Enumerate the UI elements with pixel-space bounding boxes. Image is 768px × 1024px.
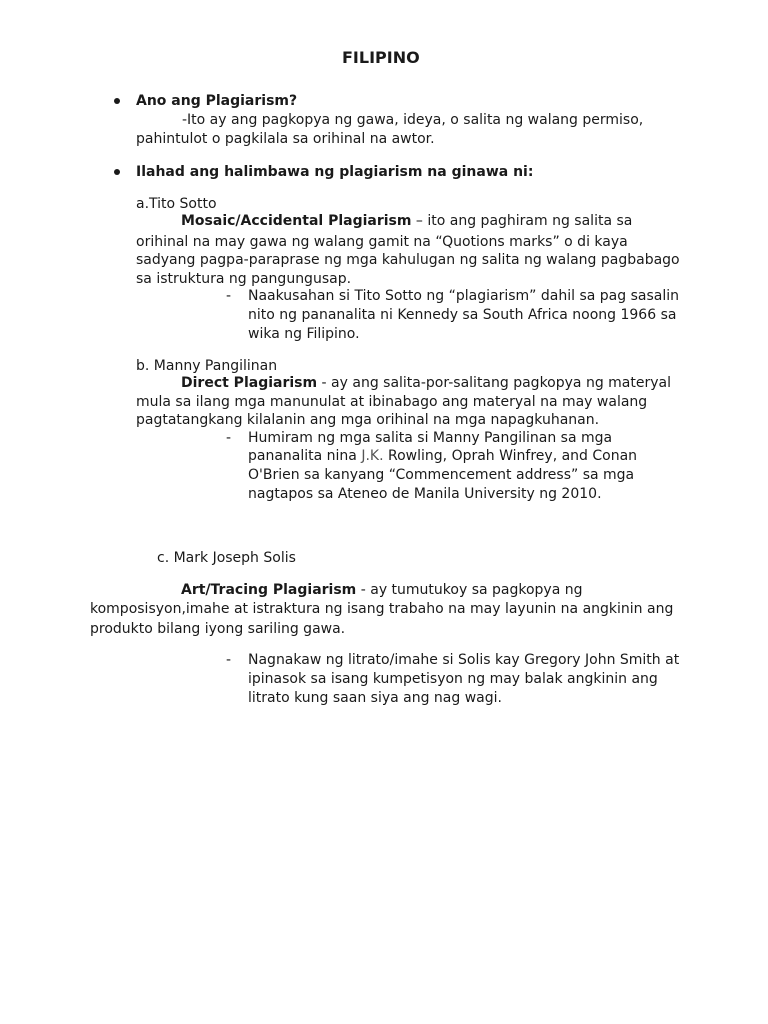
answer-text: -Ito ay ang pagkopya ng gawa, ideya, o salita ng walang permiso, — [182, 112, 644, 128]
example-text: nito ng pananalita ni Kennedy sa South Africa noong 1966 sa — [248, 307, 677, 323]
dash-marker: - — [226, 430, 232, 446]
example-text: Humiram ng mga salita si Manny Pangilinan sa mga — [248, 430, 613, 446]
example-label: b. Manny Pangilinan — [136, 358, 278, 374]
definition-text: - ay tumutukoy sa pagkopya ng — [356, 582, 583, 598]
example-text: litrato kung saan siya ang nag wagi. — [248, 690, 502, 706]
plagiarism-term: Art/Tracing Plagiarism — [181, 582, 357, 598]
example-text: wika ng Filipino. — [248, 326, 360, 342]
definition-line — [181, 374, 671, 393]
definition-text: produkto bilang iyong sariling gawa. — [90, 621, 346, 637]
example-text-part: Rowling, Oprah Winfrey, and Conan — [383, 448, 638, 464]
question-heading: Ano ang Plagiarism? — [136, 93, 298, 109]
example-text-part: pananalita nina — [248, 448, 362, 464]
example-text: ipinasok sa isang kumpetisyon ng may balak angkinin ang — [248, 671, 658, 687]
definition-text: komposisyon,imahe at istraktura ng isang trabaho na may layunin na angkinin ang — [90, 601, 674, 617]
definition-text: mula sa ilang mga manunulat at ibinabago ang materyal na may walang — [136, 394, 648, 410]
definition-text: sa istruktura ng pangungusap. — [136, 271, 352, 287]
bullet-icon — [114, 98, 120, 104]
example-text: nagtapos sa Ateneo de Manila University ng 2010. — [248, 486, 602, 502]
definition-line — [181, 212, 632, 231]
page-title: FILIPINO — [342, 48, 420, 67]
definition-text: sadyang pagpa-paraprase ng mga kahulugan ng salita ng walang pagbabago — [136, 252, 680, 268]
example-text: O'Brien sa kanyang “Commencement address” sa mga — [248, 467, 635, 483]
plagiarism-term: Mosaic/Accidental Plagiarism — [181, 213, 412, 229]
question-heading: Ilahad ang halimbawa ng plagiarism na ginawa ni: — [136, 164, 534, 180]
definition-text: orihinal na may gawa ng walang gamit na “Quotions marks” o di kaya — [136, 234, 628, 250]
answer-text: pahintulot o pagkilala sa orihinal na awtor. — [136, 131, 435, 147]
example-label: a.Tito Sotto — [136, 196, 217, 212]
dash-marker: - — [226, 288, 232, 304]
definition-line — [181, 581, 583, 600]
example-text — [248, 447, 637, 466]
bullet-icon — [114, 169, 120, 175]
example-label: c. Mark Joseph Solis — [157, 550, 296, 566]
example-text: Nagnakaw ng litrato/imahe si Solis kay Gregory John Smith at — [248, 652, 680, 668]
definition-text: – ito ang paghiram ng salita sa — [411, 213, 633, 229]
definition-text: - ay ang salita-por-salitang pagkopya ng materyal — [317, 375, 671, 391]
plagiarism-term: Direct Plagiarism — [181, 375, 318, 391]
example-text: Naakusahan si Tito Sotto ng “plagiarism” dahil sa pag sasalin — [248, 288, 679, 304]
definition-text: pagtatangkang kilalanin ang mga orihinal na mga napagkuhanan. — [136, 412, 600, 428]
example-text-part: J.K. — [361, 448, 384, 464]
dash-marker: - — [226, 652, 232, 668]
